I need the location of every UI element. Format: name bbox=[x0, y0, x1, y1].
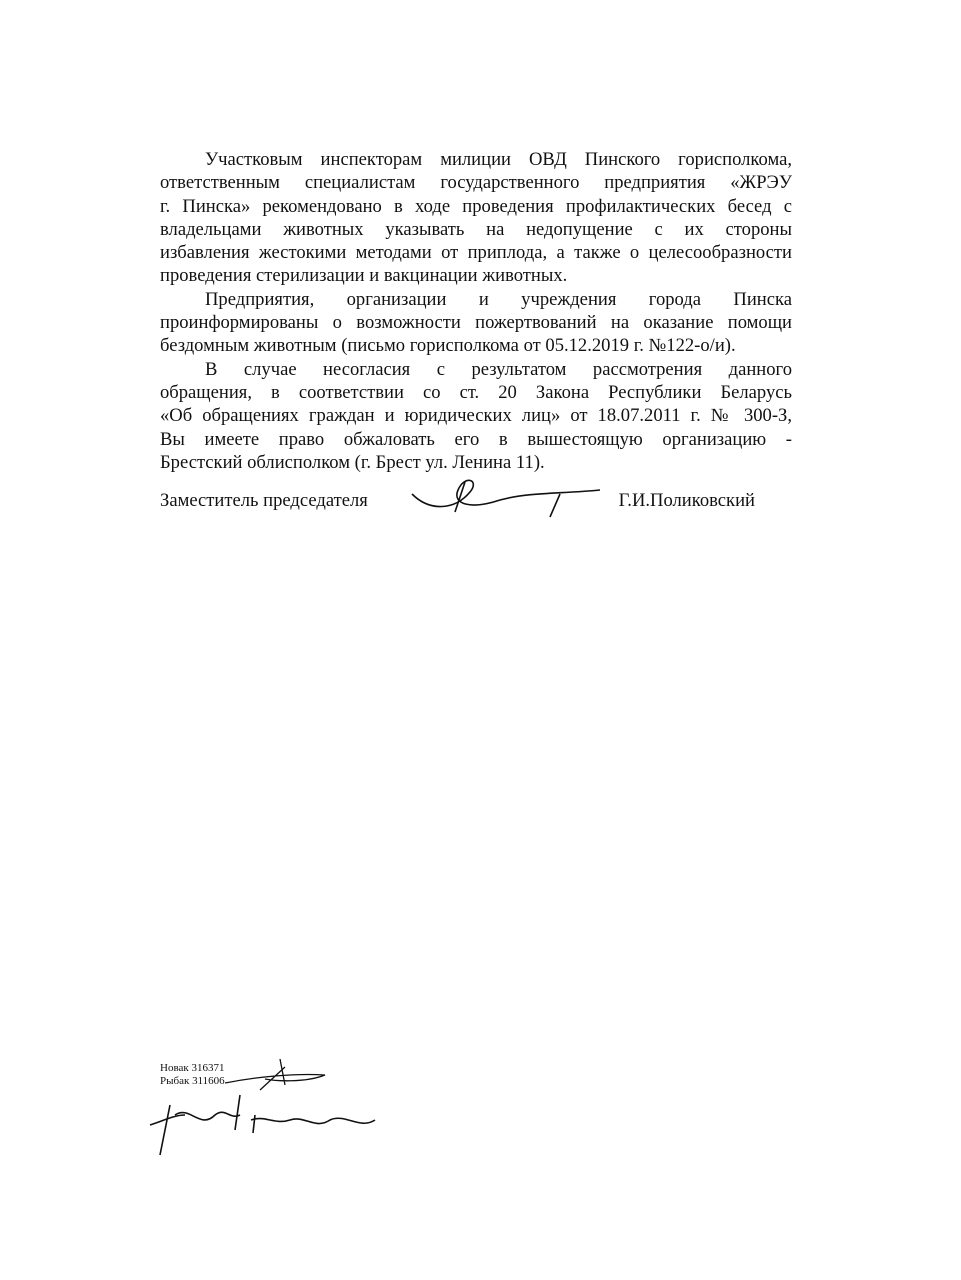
executor-line: Рыбак 311606 bbox=[160, 1075, 225, 1087]
text-line: Участковым инспекторам милиции ОВД Пинского горисполкома, bbox=[205, 149, 792, 170]
text-line: бездомным животным (письмо горисполкома от 05.12.2019 г. №122-о/и). bbox=[160, 335, 736, 357]
letter-body bbox=[160, 148, 792, 474]
text-line: избавления жестокими методами от приплода, а также о целесообразности bbox=[160, 242, 792, 264]
text-line: проведения стерилизации и вакцинации животных. bbox=[160, 265, 568, 287]
paragraph-2 bbox=[160, 288, 792, 358]
executor-line: Новак 316371 bbox=[160, 1062, 225, 1074]
signatory-title: Заместитель председателя bbox=[160, 490, 368, 511]
signature-image bbox=[410, 472, 610, 522]
text-line: В случае несогласия с результатом рассмотрения данного bbox=[205, 358, 792, 380]
text-line: Вы имеете право обжаловать его в вышестоящую организацию - bbox=[160, 428, 792, 450]
text-line: Предприятия, организации и учреждения города Пинска bbox=[205, 288, 792, 310]
text-line: Брестский облисполком (г. Брест ул. Ленина 11). bbox=[160, 451, 545, 473]
paragraph-3 bbox=[160, 358, 792, 474]
handwritten-note bbox=[145, 1085, 395, 1175]
text-line: г. Пинска» рекомендовано в ходе проведения профилактических бесед с bbox=[160, 195, 792, 217]
text-line: владельцами животных указывать на недопущение с их стороны bbox=[160, 218, 792, 240]
paragraph-1 bbox=[160, 148, 792, 288]
text-line: ответственным специалистам государственного предприятия «ЖРЭУ bbox=[160, 172, 792, 194]
text-line: «Об обращениях граждан и юридических лиц» от 18.07.2011 г. № 300-З, bbox=[160, 405, 792, 427]
signatory-name: Г.И.Поликовский bbox=[618, 490, 755, 511]
text-line: обращения, в соответствии со ст. 20 Закона Республики Беларусь bbox=[160, 381, 792, 403]
text-line: проинформированы о возможности пожертвований на оказание помощи bbox=[160, 312, 792, 334]
